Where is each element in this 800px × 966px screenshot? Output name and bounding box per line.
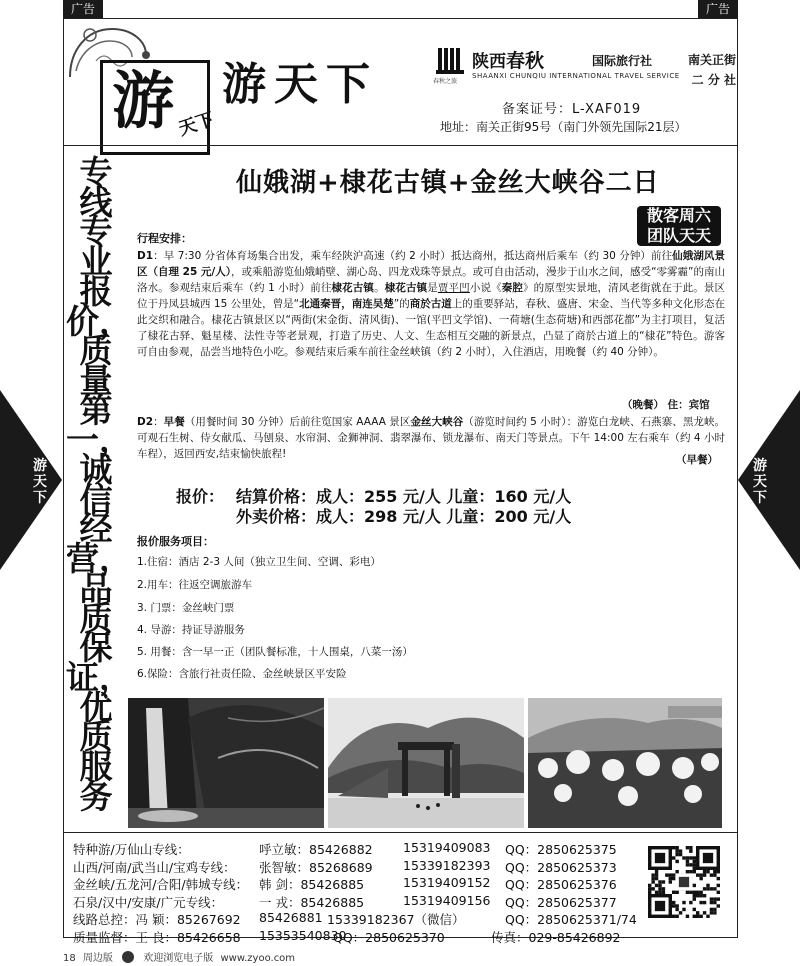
- agency-english-name: SHAANXI CHUNQIU INTERNATIONAL TRAVEL SERVICE: [472, 72, 680, 80]
- day1-spot-town: 棣花古镇: [331, 282, 375, 294]
- slogan-char: 经: [79, 509, 113, 549]
- slogan-char: 专: [79, 153, 113, 192]
- footer-logo-icon: [122, 951, 134, 963]
- contact-cell: QQ：2850625371/74: [505, 912, 637, 927]
- contact-cell: 张智敏：85268689: [259, 859, 373, 875]
- side-label-right: [750, 458, 770, 506]
- contact-cell: 石泉/汉中/安康/广元专线：: [73, 894, 224, 910]
- contact-cell: 呼立敏：85426882: [259, 842, 373, 857]
- contact-cell: QQ：2850625377: [505, 894, 617, 910]
- contact-cell: 金丝峡/五龙河/合阳/韩城专线：: [73, 877, 249, 892]
- page-footer: [63, 949, 295, 964]
- slogan-char: 务: [79, 776, 113, 816]
- slogan-char: 质: [79, 331, 113, 371]
- slogan-char: 质: [79, 598, 113, 638]
- contact-cell: 15353540830: [259, 927, 347, 943]
- contact-cell: 传真：029-85426892: [491, 929, 621, 945]
- day1-author: 贾平凹: [437, 282, 470, 294]
- side-label-char: 下: [753, 490, 767, 506]
- schedule-badge: [637, 206, 721, 246]
- day1-meals: （晚餐） 住：宾馆: [622, 399, 710, 411]
- service-item: 3. 门票：金丝峡门票: [137, 602, 235, 614]
- contact-cell: QQ：2850625375: [505, 842, 617, 857]
- side-label-char: 游: [33, 458, 47, 474]
- contact-cell: 一 戎：85426885: [259, 894, 365, 910]
- contact-cell: 15339182367（微信）: [327, 912, 465, 927]
- agency-name: [472, 46, 544, 73]
- side-label-char: 游: [753, 458, 767, 474]
- branch-name: [676, 50, 736, 90]
- page-section: 周边版: [82, 953, 113, 964]
- slogan-char: 服: [79, 747, 113, 787]
- tour-title: 仙娥湖+棣花古镇+金丝大峡谷二日: [236, 168, 660, 198]
- day1-ancient-road: 商於古道: [409, 298, 452, 310]
- slogan-char: 价，: [66, 301, 132, 341]
- side-label-char: 天: [33, 474, 47, 490]
- side-label-char: 下: [33, 490, 47, 506]
- slogan-vertical: [66, 153, 132, 816]
- service-item: 5. 用餐：含一早一正（团队餐标准，十人围桌，八菜一汤）: [137, 646, 413, 658]
- service-item: 6.保险：含旅行社责任险、金丝峡景区平安险: [137, 668, 347, 680]
- day1-text: ：早 7:30 分省体育场集合出发，乘车经陕沪高速（约 2 小时）抵达商州，抵达商州后乘车（约 30 分钟）前往: [153, 250, 673, 262]
- day2-breakfast: 早餐: [163, 416, 185, 428]
- contact-cell: 15319409152: [403, 875, 491, 890]
- agency-logo-sub: 春秋之旅: [433, 78, 458, 85]
- slogan-char: 保: [79, 628, 113, 668]
- agency-type: 国际旅行社: [592, 54, 653, 68]
- contact-cell: QQ：2850625373: [505, 859, 617, 875]
- brand-char: 游: [112, 64, 175, 137]
- agency-logo-icon: [436, 44, 466, 76]
- day1-motto: 北通秦晋，南连吴楚: [299, 298, 394, 310]
- branch-line2: 二 分 社: [691, 73, 736, 87]
- brand-small: 天下: [176, 108, 217, 140]
- day2-meals: （早餐）: [676, 454, 718, 466]
- slogan-char: 专: [79, 212, 113, 252]
- slogan-char: 营，: [66, 539, 132, 579]
- contact-cell: 15339182393: [403, 857, 491, 873]
- price-label: 报价：: [176, 487, 225, 506]
- ad-tag-right: 广告: [698, 0, 738, 18]
- day2-text: （用餐时间 30 分钟）后前往览国家 AAAA 景区: [184, 416, 411, 428]
- slogan-char: 一，: [66, 420, 132, 460]
- contact-cell: QQ：2850625370: [333, 929, 445, 945]
- services-title: 报价服务项目：: [137, 535, 214, 548]
- slogan-char: 第: [79, 390, 113, 430]
- service-item: 2.用车：往返空调旅游车: [137, 579, 253, 591]
- agency-name-part1: 陕西: [472, 52, 506, 72]
- slogan-char: 量: [79, 360, 113, 400]
- badge-line2: 团队天天: [646, 226, 711, 245]
- scenic-gate-photo: [328, 698, 524, 828]
- contact-cell: 韩 剑：85426885: [259, 877, 365, 892]
- contact-cell: 山西/河南/武当山/宝鸡专线：: [73, 859, 236, 875]
- footer-url: www.zyoo.com: [220, 953, 296, 964]
- permit-number: 备案证号：L-XAF019: [502, 102, 642, 117]
- day1-paragraph: [137, 248, 725, 360]
- price-settlement: 结算价格：成人：255 元/人 儿童：160 元/人: [236, 487, 572, 506]
- day1-text: ”的: [393, 298, 410, 310]
- contact-cell: 线路总控：冯 颖：85267692: [73, 912, 241, 927]
- branch-line1: 南关正街: [687, 53, 736, 67]
- day1-text: 是: [427, 282, 438, 294]
- slogan-char: 优: [79, 687, 113, 727]
- day1-text: 小说《: [469, 282, 502, 294]
- contact-divider: [63, 832, 738, 833]
- ad-tag-left: 广告: [63, 0, 103, 18]
- slogan-char: 品: [79, 568, 113, 608]
- slogan-char: 质: [79, 717, 113, 757]
- agency-name-part2: 春秋: [506, 50, 545, 72]
- day2-label: D2: [137, 416, 154, 428]
- contact-cell: 85426881: [259, 910, 323, 925]
- page-number: 18: [63, 953, 76, 964]
- side-label-char: 天: [753, 474, 767, 490]
- footer-welcome: 欢迎浏览电子版: [143, 953, 214, 964]
- badge-line1: 散客周六: [646, 206, 711, 225]
- day1-spot-lake: 仙娥湖风景区（自理 25 元/人）: [137, 250, 725, 278]
- day1-text: 上的重要驿站，春秋、盛唐、宋金、当代等多种文化形态在此交织和融合。棣花古镇景区以“两街(宋金街、清风街)、一馆(平凹文学馆)、一荷塘(生态荷塘)和西部花都”为主打项目，复活了棣花古驿、魁星楼、法性寺等老景观，打造了历史、人文、生态相互交融的新景点，凸显了商於古道上的“棣花”特色。游客可自由参观，品尝当地特色小吃。参观结束后乘车前往金丝峡镇（约 2 小时），入住酒店，用晚餐（约 40 分钟）。: [137, 298, 726, 358]
- qr-code-icon: [648, 846, 720, 918]
- slogan-char: 证，: [66, 657, 132, 697]
- side-label-left: [30, 458, 50, 506]
- header-divider: [63, 145, 738, 146]
- slogan-char: 线: [79, 182, 113, 222]
- contact-cell: 15319409083: [403, 840, 491, 855]
- day2-spot-canyon: 金丝大峡谷: [410, 416, 464, 428]
- contact-cell: 特种游/万仙山专线：: [73, 842, 190, 857]
- slogan-char: 信: [79, 479, 113, 519]
- contact-cell: QQ：2850625376: [505, 877, 617, 892]
- slogan-char: 业: [79, 242, 113, 282]
- orchard-photo: [528, 698, 722, 828]
- slogan-char: 诚: [79, 450, 113, 490]
- day1-text: 。: [374, 282, 385, 294]
- price-retail: 外卖价格：成人：298 元/人 儿童：200 元/人: [236, 507, 572, 526]
- day2-text: （游览时间约 5 小时）：游览白龙峡、石燕寨、黑龙峡。可观石生树、侍女献瓜、马刨泉、水帘洞、金狮神洞、翡翠瀑布、锁龙瀑布、南天门等景点。下午 14:00 左右乘车（约 4 小时车程），返回西安,结束愉快旅程!: [137, 416, 726, 460]
- day2-paragraph: [137, 414, 725, 462]
- service-item: 4. 导游：持证导游服务: [137, 624, 245, 636]
- contact-cell: 质量监督：王 良：85426658: [73, 929, 241, 945]
- slogan-char: 报: [79, 271, 113, 311]
- contact-cell: 15319409156: [403, 892, 491, 908]
- service-item: 1.住宿：酒店 2-3 人间（独立卫生间、空调、彩电）: [137, 556, 381, 568]
- day1-novel: 秦腔: [501, 282, 524, 294]
- day1-spot-town: 棣花古镇: [384, 282, 428, 294]
- waterfall-cliff-photo: [128, 698, 324, 828]
- day1-text: ，或乘船游览仙娥峭壁、湖心岛、四龙戏珠等景点。或可自由活动，漫步于山水之间，感受“零雾霾”的南山洛水。参观结束后乘车（约 1 小时）前往: [137, 266, 725, 294]
- day2-text: ：: [153, 416, 164, 428]
- itinerary-label: 行程安排：: [137, 232, 192, 245]
- agency-address: 地址：南关正街95号（南门外领先国际21层）: [440, 120, 687, 134]
- brand-title: 游天下: [222, 59, 378, 110]
- day1-text: 》的原型实景地，清风老街就在于此。景区位于丹凤县城西 15 公里处，曾是“: [137, 282, 726, 310]
- day1-label: D1: [137, 250, 154, 262]
